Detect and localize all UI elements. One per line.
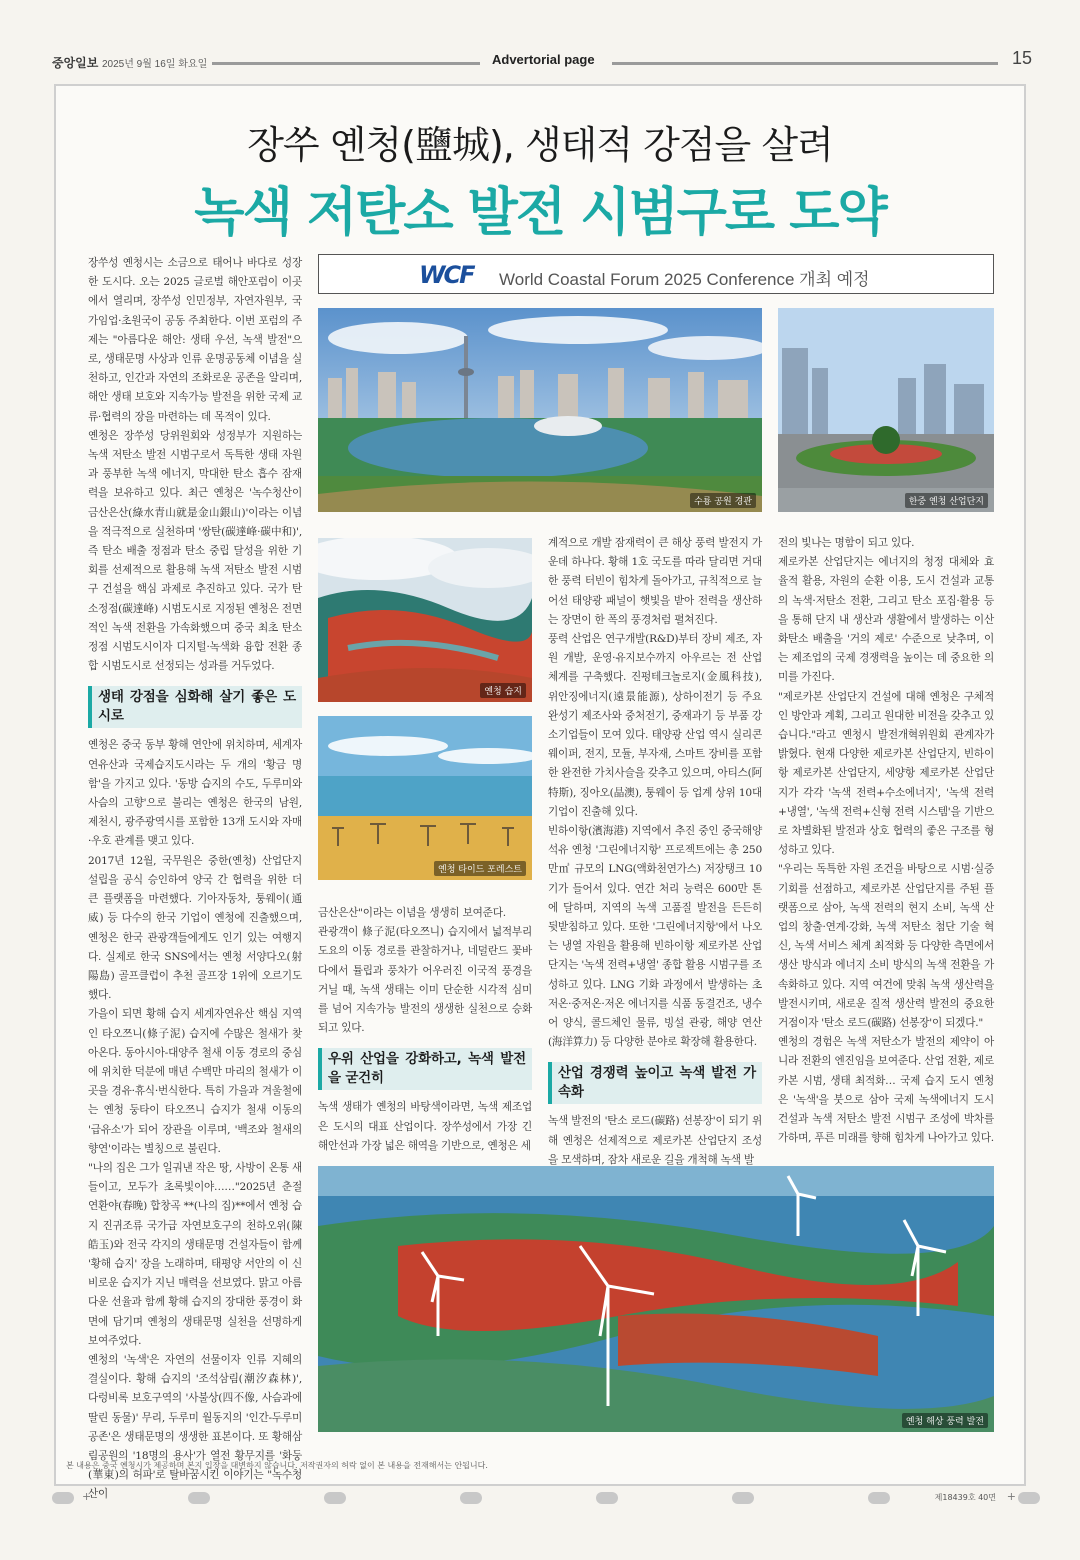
registration-mark xyxy=(732,1492,754,1504)
registration-mark xyxy=(52,1492,74,1504)
paragraph: 제로카본 산업단지는 에너지의 청정 대체와 효율적 활용, 자원의 순환 이용, 도시 건설과 교통의 녹색·저탄소 전환, 그리고 탄소 포집·활용 등을 통해 단지 내 생산과 생활에서 발생하는 이산화탄소 배출을 '거의 제로' 수준으로 낮추며, 이는 제조업의 국제 경쟁력을 높이는 데 중요한 의미를 가진다. xyxy=(778,556,994,684)
photo-wetland xyxy=(318,538,532,702)
photo-tide-forest xyxy=(318,716,532,880)
issue-number: 제18439호 40면 xyxy=(934,1493,996,1502)
article-column-2 xyxy=(318,904,532,1156)
photo-city-park xyxy=(318,308,762,512)
subheading: 우위 산업을 강화하고, 녹색 발전을 굳건히 xyxy=(318,1048,532,1090)
wcf-banner-text: World Coastal Forum 2025 Conference 개최 예정 xyxy=(499,270,870,289)
photo-caption: 옌청 해상 풍력 발전 xyxy=(902,1413,988,1428)
paragraph: "제로카본 산업단지 건설에 대해 옌청은 구체적인 방안과 계획, 그리고 원대한 비전을 갖추고 있습니다."라고 옌청시 발전개혁위원회 관계자가 밝혔다. 현재 다양한 제로카본 산업단지, 빈하이항 제로카본 산업단지, 세양항 제로카본 산업단지가 각각 '녹색 전력+수소에너지', '녹색 전력+냉열', '녹색 전력+신형 전력 시스템'을 기반으로 차별화된 발전과 상호 협력의 좋은 구조를 형성하고 있다. xyxy=(778,690,994,857)
page-header xyxy=(52,48,1032,74)
paragraph: 빈하이항(濱海港) 지역에서 추진 중인 중국해양석유 옌청 '그린에너지항' 프로젝트에는 총 250만㎥ 규모의 LNG(액화천연가스) 저장탱크 10기가 들어서 있다. 연간 처리 능력은 600만 톤에 달하며, 지역의 녹색 고품질 발전을 든든히 뒷받침하고 있다. 또한 '그린에너지항'에서 나오는 냉열 자원을 활용해 빈하이항 제로카본 산업단지는 '녹색 전력+냉열' 종합 활용 시범구를 조성하고 있다. LNG 기화 과정에서 발생하는 초저온·중저온·저온 에너지를 식품 동결건조, 냉수어 양식, 콜드체인 물류, 빙설 관광, 해양 연산(海洋算力) 등 다양한 분야로 확장해 활용한다. xyxy=(548,825,762,1049)
registration-mark xyxy=(596,1492,618,1504)
crosshair-icon: + xyxy=(82,1490,92,1503)
wcf-logo: WCF xyxy=(419,261,474,289)
paragraph: 전의 빛나는 명함이 되고 있다. xyxy=(778,537,915,549)
photo-offshore-wind xyxy=(318,1166,994,1432)
paragraph: "우리는 독특한 자원 조건을 바탕으로 시범·실증 기회를 선점하고, 제로카본 산업단지를 주된 플랫폼으로 삼아, 녹색 전력의 현지 소비, 녹색 산업의 창출·연계·강화, 녹색 저탄소 첨단 기술 혁신, 녹색 서비스 체계 최적화 등 다양한 측면에서 생산 방식과 에너지 소비 방식의 녹색 전환을 가속화하고 있다. 지역 여건에 맞춰 녹색 생산력을 발전시키며, 새로운 질적 생산력 발전의 중요한 거점이자 '탄소 로드(碳路) 선봉장'이 되겠다." xyxy=(778,863,994,1030)
article-column-4 xyxy=(778,534,994,1149)
registration-mark xyxy=(460,1492,482,1504)
subheading: 생태 강점을 심화해 살기 좋은 도시로 xyxy=(88,686,302,728)
issue-date: 2025년 9월 16일 화요일 xyxy=(102,59,208,70)
headline-main: 녹색 저탄소 발전 시범구로 도약 xyxy=(194,183,886,243)
headline-top: 장쑤 옌청(鹽城), 생태적 강점을 살려 xyxy=(247,123,833,167)
subheading: 산업 경쟁력 높이고 녹색 발전 가속화 xyxy=(548,1062,762,1104)
paragraph: 옌청은 장쑤성 당위원회와 성정부가 지원하는 녹색 저탄소 발전 시범구로서 독특한 생태 자원과 풍부한 녹색 에너지, 막대한 탄소 흡수 잠재력을 보유하고 있다. 최근 옌청은 '녹수청산이 금산은산(綠水青山就是金山銀山)'이라는 이념을 적극적으로 실천하며 '쌍탄(碳達峰·碳中和)', 즉 탄소 배출 정점과 탄소 중립 달성을 위한 기회를 선제적으로 활용해 녹색 저탄소 발전 시범구 건설을 핵심 과제로 추진하고 있다. 국가 탄소정점(碳達峰) 시범도시로 지정된 옌청은 전면적인 녹색 전환을 가속화했으며 중국 최초 탄소 정점 시범도시이자 디지털·녹색화 융합 전환 종합 시범도시로 선정되는 성과를 거두었다. xyxy=(88,429,302,673)
paragraph: 녹색 발전의 '탄소 로드(碳路) 선봉장'이 되기 위해 옌청은 선제적으로 제로카본 산업단지 조성을 모색하며, 잠차 새로운 길을 개척해 녹색 발 xyxy=(548,1115,762,1166)
photo-caption: 옌청 습지 xyxy=(480,683,526,698)
page-number: 15 xyxy=(1011,48,1032,68)
paragraph: "나의 집은 그가 일궈낸 작은 땅, 사방이 온통 새들이고, 모두가 초록빛이야……"2025년 춘절 연환야(春晚) 합창곡 **(나의 집)**에서 옌청 습지 진귀조류 국가급 자연보호구의 천하오위(陳皓玉)와 전국 각지의 생태문명 건설자들이 함께 '황해 습지' 장을 노래하며, 태평양 서안의 이 신비로운 습지가 지닌 매력을 선보였다. 맑고 아름다운 선율과 함께 황해 습지의 장대한 풍경이 화면에 담기며 옌청의 생태문명 실천을 선명하게 보여주었다. xyxy=(88,1161,302,1347)
paragraph: 2017년 12월, 국무원은 중한(옌청) 산업단지 설립을 공식 승인하여 양국 간 협력을 위한 더 큰 플랫폼을 마련했다. 기아자동차, 퉁웨이(通威) 등 다수의 한국 기업이 옌청에 진출했으며, 옌청은 한국 관광객들에게도 인기 있는 여행지다. 실제로 한국 SNS에서는 옌청 서양다오(射陽島) 골프클럽이 추천 골프장 1위에 오르기도 했다. xyxy=(88,854,302,1002)
paragraph: 옌청의 '녹색'은 자연의 선물이자 인류 지혜의 결실이다. 황해 습지의 '조석삼림(潮汐森林)', 다렁비록 보호구역의 '사불상(四不像, 사슴과에 딸린 동물)' 무리, 두루미 월동지의 '인간-두루미 공존'은 생태문명의 생생한 표본이다. 또 황해삼림공원의 '18명의 용사'가 열전 황무지를 '화둥(華東)의 허파'로 탈바꿈시킨 이야기는 "녹수청산이 xyxy=(88,1353,302,1501)
photo-industrial-park xyxy=(778,308,994,512)
page-footer xyxy=(52,1490,1032,1506)
section-label: Advertorial page xyxy=(492,52,595,67)
disclaimer: 본 내용은 중국 옌청시가 제공하며 본지 입장을 대변하지 않습니다. 저작권자의 허락 없이 본 내용을 전재해서는 안됩니다. xyxy=(66,1461,488,1470)
photo-caption: 옌청 타이드 포레스트 xyxy=(434,861,526,876)
paragraph: 옌청의 경험은 녹색 저탄소가 발전의 제약이 아니라 전환의 엔진임을 보여준다. 산업 전환, 제로카본 시범, 생태 최적화… 국제 습지 도시 옌청은 '녹색'을 붓으로 삼아 국제 녹색에너지 도시 건설과 녹색 저탄소 발전 시범구 조성에 박차를 가하며, 푸른 미래를 향해 힘차게 나아가고 있다. xyxy=(778,1036,994,1145)
paragraph: 녹색 생태가 옌청의 바탕색이라면, 녹색 제조업은 도시의 대표 산업이다. 장쑤성에서 가장 긴 해안선과 가장 넓은 해역을 기반으로, 옌청은 세 xyxy=(318,1101,532,1152)
registration-mark xyxy=(188,1492,210,1504)
header-rule-right xyxy=(612,62,998,65)
paragraph: 가을이 되면 황해 습지 세계자연유산 핵심 지역인 타오쯔니(條子泥) 습지에 수많은 철새가 찾아온다. 동아시아-대양주 철새 이동 경로의 중심에 위치한 덕분에 매년 수백만 마리의 철새가 이곳을 경유·휴식·번식한다. 특히 가을과 겨울철에는 옌청 둥타이 타오쯔니 습지가 철새 이동의 '급유소'가 되어 장관을 이루며, '백조와 철새의 향연'이라는 별칭으로 불린다. xyxy=(88,1008,302,1155)
crosshair-icon: + xyxy=(1006,1490,1016,1503)
registration-mark xyxy=(1018,1492,1040,1504)
registration-mark xyxy=(324,1492,346,1504)
header-rule-left xyxy=(212,62,480,65)
paragraph: 옌청은 중국 동부 황해 연안에 위치하며, 세계자연유산과 국제습지도시라는 두 개의 '황금 명함'을 가지고 있다. '동방 습지의 수도, 두루미와 사슴의 고향'으로 불리는 옌청은 한국의 남원, 제천시, 광주광역시를 포함한 13개 도시와 자매·우호 관계를 맺고 있다. xyxy=(88,739,302,848)
paragraph: 장쑤성 옌청시는 소금으로 태어나 바다로 성장한 도시다. 오는 2025 글로벌 해안포럼이 이곳에서 열리며, 장쑤성 인민정부, 자연자원부, 국가임업·초원국이 공동 주최한다. 이번 포럼의 주제는 "아름다운 해안: 생태 우선, 녹색 발전"으로, 생태문명 사상과 인류 운명공동체 이념을 실천하고, 인간과 자연의 조화로운 공존을 알리며, 해안 생태 보호와 지속가능 발전을 위한 국제 교류·협력의 장을 마련하는 데 목적이 있다. xyxy=(88,257,302,423)
photo-caption: 한중 옌청 산업단지 xyxy=(905,493,988,508)
paragraph: 관광객이 條子泥(타오쯔니) 습지에서 넓적부리 도요의 이동 경로를 관찰하거나, 네덜란드 꽃바다에서 튤립과 풍차가 어우러진 이국적 풍경을 거닐 때, 녹색 생태는 이미 단순한 시각적 심미를 넘어 지속가능 발전의 생생한 실천으로 승화되고 있다. xyxy=(318,926,532,1035)
registration-mark xyxy=(868,1492,890,1504)
article-column-3 xyxy=(548,534,762,1170)
wcf-banner xyxy=(318,254,994,294)
article-column-1 xyxy=(88,254,302,1505)
photo-caption: 수룡 공원 경관 xyxy=(690,493,756,508)
paragraph: 풍력 산업은 연구개발(R&D)부터 장비 제조, 자원 개발, 운영·유지보수까지 아우르는 전 산업 체계를 구축했다. 진펑테크놀로지(金風科技), 위안징에너지(遠景能源), 상하이전기 등 주요 완성기 제조사와 중처전기, 중재과기 등 부품 강소기업들이 모여 있다. 태양광 산업 역시 실리콘 웨이퍼, 전지, 모듈, 부자재, 스마트 장비를 포함한 완전한 가치사슬을 갖추고 있으며, 아티스(阿特斯), 징아오(晶澳), 퉁웨이 등 업계 상위 10대 기업이 진출해 있다. xyxy=(548,633,762,818)
paragraph: 계적으로 개발 잠재력이 큰 해상 풍력 발전지 가운데 하나다. 황해 1호 국도를 따라 달리면 거대한 풍력 터빈이 힘차게 돌아가고, 규칙적으로 늘어선 태양광 패널이 햇빛을 받아 전력을 생산하는 장면이 한 폭의 풍경처럼 펼쳐진다. xyxy=(548,537,762,626)
paragraph: 금산은산"이라는 이념을 생생히 보여준다. xyxy=(318,907,506,919)
newspaper-brand: 중앙일보 xyxy=(52,56,99,70)
